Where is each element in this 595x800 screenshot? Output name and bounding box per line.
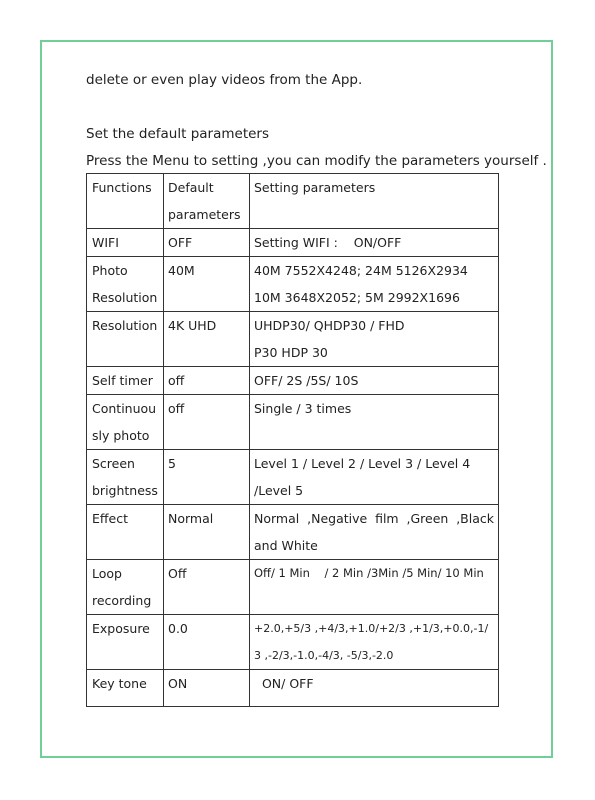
function-cell: Screen brightness: [87, 450, 164, 505]
function-cell: Photo Resolution: [87, 257, 164, 312]
default-cell: 5: [164, 450, 250, 505]
settings-cell: +2.0,+5/3 ,+4/3,+1.0/+2/3 ,+1/3,+0.0,-1/3 ,-2/3,-1.0,-4/3, -5/3,-2.0: [250, 615, 499, 670]
default-cell: 40M: [164, 257, 250, 312]
default-cell: off: [164, 367, 250, 395]
settings-cell: UHDP30/ QHDP30 / FHD P30 HDP 30: [250, 312, 499, 367]
function-cell: Key tone: [87, 670, 164, 707]
table-header-row: [87, 174, 499, 229]
header-default: Default parameters: [164, 174, 250, 229]
function-cell: Loop recording: [87, 560, 164, 615]
settings-cell: Normal ,Negative film ,Green ,Black and White: [250, 505, 499, 560]
table-row: [87, 229, 499, 257]
function-cell: Resolution: [87, 312, 164, 367]
settings-cell: OFF/ 2S /5S/ 10S: [250, 367, 499, 395]
settings-cell: 40M 7552X4248; 24M 5126X2934 10M 3648X2052; 5M 2992X1696: [250, 257, 499, 312]
instruction-line: Press the Menu to setting ,you can modify the parameters yourself .: [86, 153, 547, 169]
table-row: [87, 257, 499, 312]
settings-cell: Single / 3 times: [250, 395, 499, 450]
table-row: [87, 670, 499, 707]
table-row: [87, 615, 499, 670]
function-cell: WIFI: [87, 229, 164, 257]
default-cell: ON: [164, 670, 250, 707]
default-cell: 0.0: [164, 615, 250, 670]
default-cell: Normal: [164, 505, 250, 560]
settings-cell: Setting WIFI : ON/OFF: [250, 229, 499, 257]
function-cell: Effect: [87, 505, 164, 560]
table-row: [87, 395, 499, 450]
function-cell: Continuously photo: [87, 395, 164, 450]
table-row: [87, 312, 499, 367]
intro-line: delete or even play videos from the App.: [86, 72, 363, 88]
default-cell: OFF: [164, 229, 250, 257]
default-cell: 4K UHD: [164, 312, 250, 367]
default-cell: Off: [164, 560, 250, 615]
default-cell: off: [164, 395, 250, 450]
table-row: [87, 450, 499, 505]
settings-cell: Level 1 / Level 2 / Level 3 / Level 4 /Level 5: [250, 450, 499, 505]
function-cell: Self timer: [87, 367, 164, 395]
function-cell: Exposure: [87, 615, 164, 670]
table-row: [87, 367, 499, 395]
header-functions: Functions: [87, 174, 164, 229]
settings-cell: Off/ 1 Min / 2 Min /3Min /5 Min/ 10 Min: [250, 560, 499, 615]
table-row: [87, 560, 499, 615]
parameters-table: [86, 173, 499, 707]
section-title: Set the default parameters: [86, 126, 270, 142]
header-settings: Setting parameters: [250, 174, 499, 229]
table-row: [87, 505, 499, 560]
settings-cell: ON/ OFF: [250, 670, 499, 707]
